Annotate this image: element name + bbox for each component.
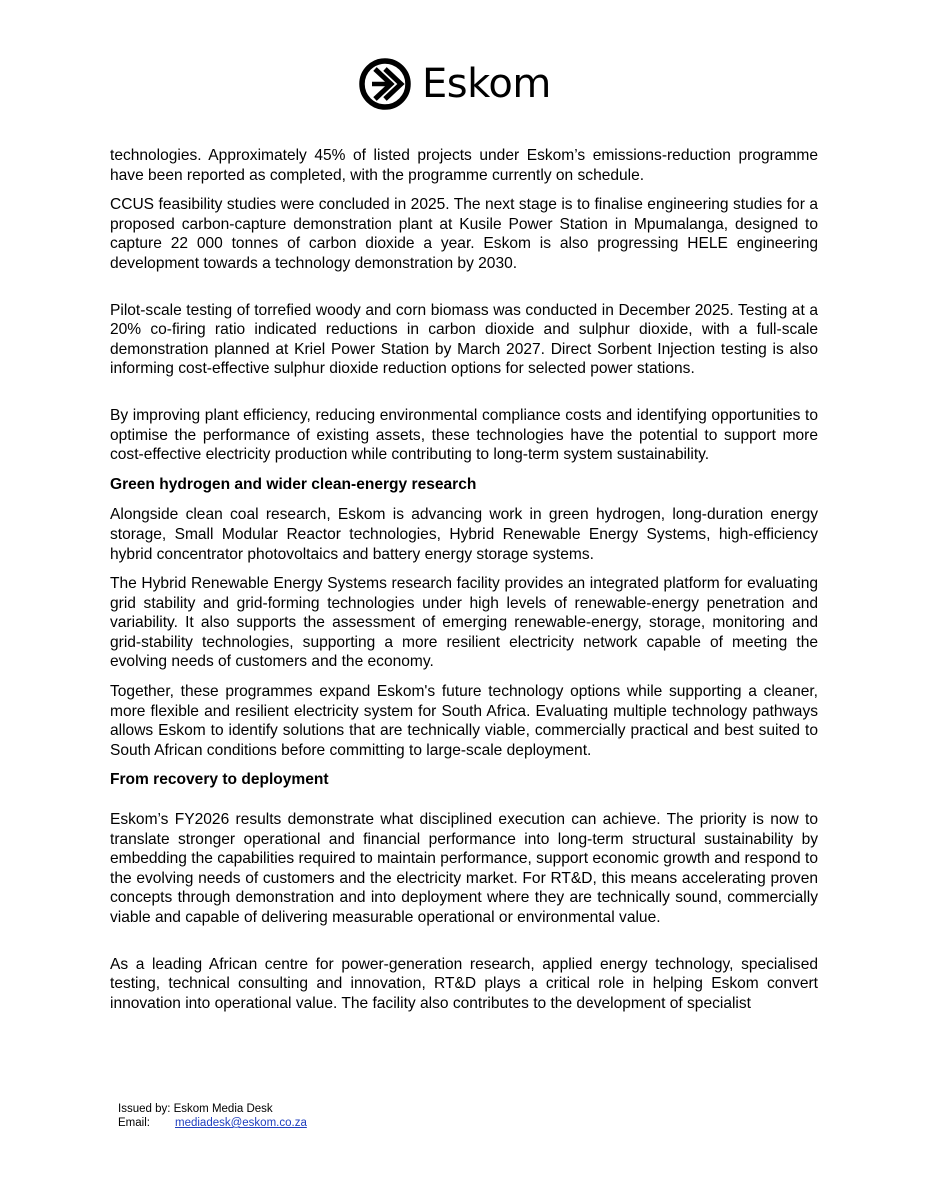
section-heading-green-hydrogen: Green hydrogen and wider clean-energy research	[110, 475, 477, 493]
document-body	[110, 146, 818, 1023]
email-line	[118, 1116, 307, 1130]
paragraph-rtd-centre: As a leading African centre for power-generation research, applied energy technology, specialised testing, technical consulting and innovation, RT&D plays a critical role in helping Eskom convert innovation into operational value. The facility also contributes to the development of specialist	[110, 955, 818, 1012]
issued-by-line	[118, 1102, 307, 1116]
paragraph-fy2026-results: Eskom’s FY2026 results demonstrate what disciplined execution can achieve. The priority is now to translate stronger operational and financial performance into long-term structural sustainability by embedding the capabilities required to maintain performance, support economic growth and respond to the evolving needs of customers and the electricity market. For RT&D, this means accelerating proven concepts through demonstration and into deployment where they are technically sound, commercially viable and capable of delivering measurable operational or environmental value.	[110, 811, 818, 926]
email-link[interactable]: mediadesk@eskom.co.za	[175, 1117, 307, 1129]
paragraph-biomass-testing: Pilot-scale testing of torrefied woody and corn biomass was conducted in December 2025. Testing at a 20% co-firing ratio indicated reductions in carbon dioxide and sulphur dioxide, with a full-scale demonstration planned at Kriel Power Station by March 2027. Direct Sorbent Injection testing is also informing cost-effective sulphur dioxide reduction options for selected power stations.	[110, 301, 818, 378]
brand-name: Eskom	[422, 61, 551, 107]
section-heading-recovery-deployment: From recovery to deployment	[110, 771, 329, 789]
paragraph-plant-efficiency: By improving plant efficiency, reducing environmental compliance costs and identifying opportunities to optimise the performance of existing assets, these technologies have the potential to support more cost-effective electricity production while contributing to long-term system sustainability.	[110, 406, 818, 464]
paragraph-emissions-programme: technologies. Approximately 45% of listed projects under Eskom’s emissions-reduction programme have been reported as completed, with the programme currently on schedule.	[110, 147, 818, 184]
paragraph-technology-options: Together, these programmes expand Eskom's future technology options while supporting a cleaner, more flexible and resilient electricity system for South Africa. Evaluating multiple technology pathways allows Eskom to identify solutions that are technically viable, commercially practical and best suited to South African conditions before committing to large-scale deployment.	[110, 683, 818, 759]
paragraph-hybrid-renewable-facility: The Hybrid Renewable Energy Systems research facility provides an integrated platform for evaluating grid stability and grid-forming technologies under high levels of renewable-energy penetration and variability. It also supports the assessment of emerging renewable-energy, storage, monitoring and grid-stability technologies, supporting a more resilient electricity network capable of meeting the evolving needs of customers and the economy.	[110, 575, 818, 671]
email-label: Email:	[118, 1117, 150, 1129]
eskom-logo	[358, 56, 573, 112]
eskom-logo-icon	[358, 57, 412, 111]
press-footer	[118, 1102, 307, 1130]
issued-by-text: Issued by: Eskom Media Desk	[118, 1103, 273, 1115]
paragraph-clean-coal-research: Alongside clean coal research, Eskom is advancing work in green hydrogen, long-duration energy storage, Small Modular Reactor technologies, Hybrid Renewable Energy Systems, high-efficiency hybrid concentrator photovoltaics and battery energy storage systems.	[110, 506, 818, 563]
paragraph-ccus-studies: CCUS feasibility studies were concluded in 2025. The next stage is to finalise engineering studies for a proposed carbon-capture demonstration plant at Kusile Power Station in Mpumalanga, designed to capture 22 000 tonnes of carbon dioxide a year. Eskom is also progressing HELE engineering development towards a technology demonstration by 2030.	[110, 196, 818, 272]
